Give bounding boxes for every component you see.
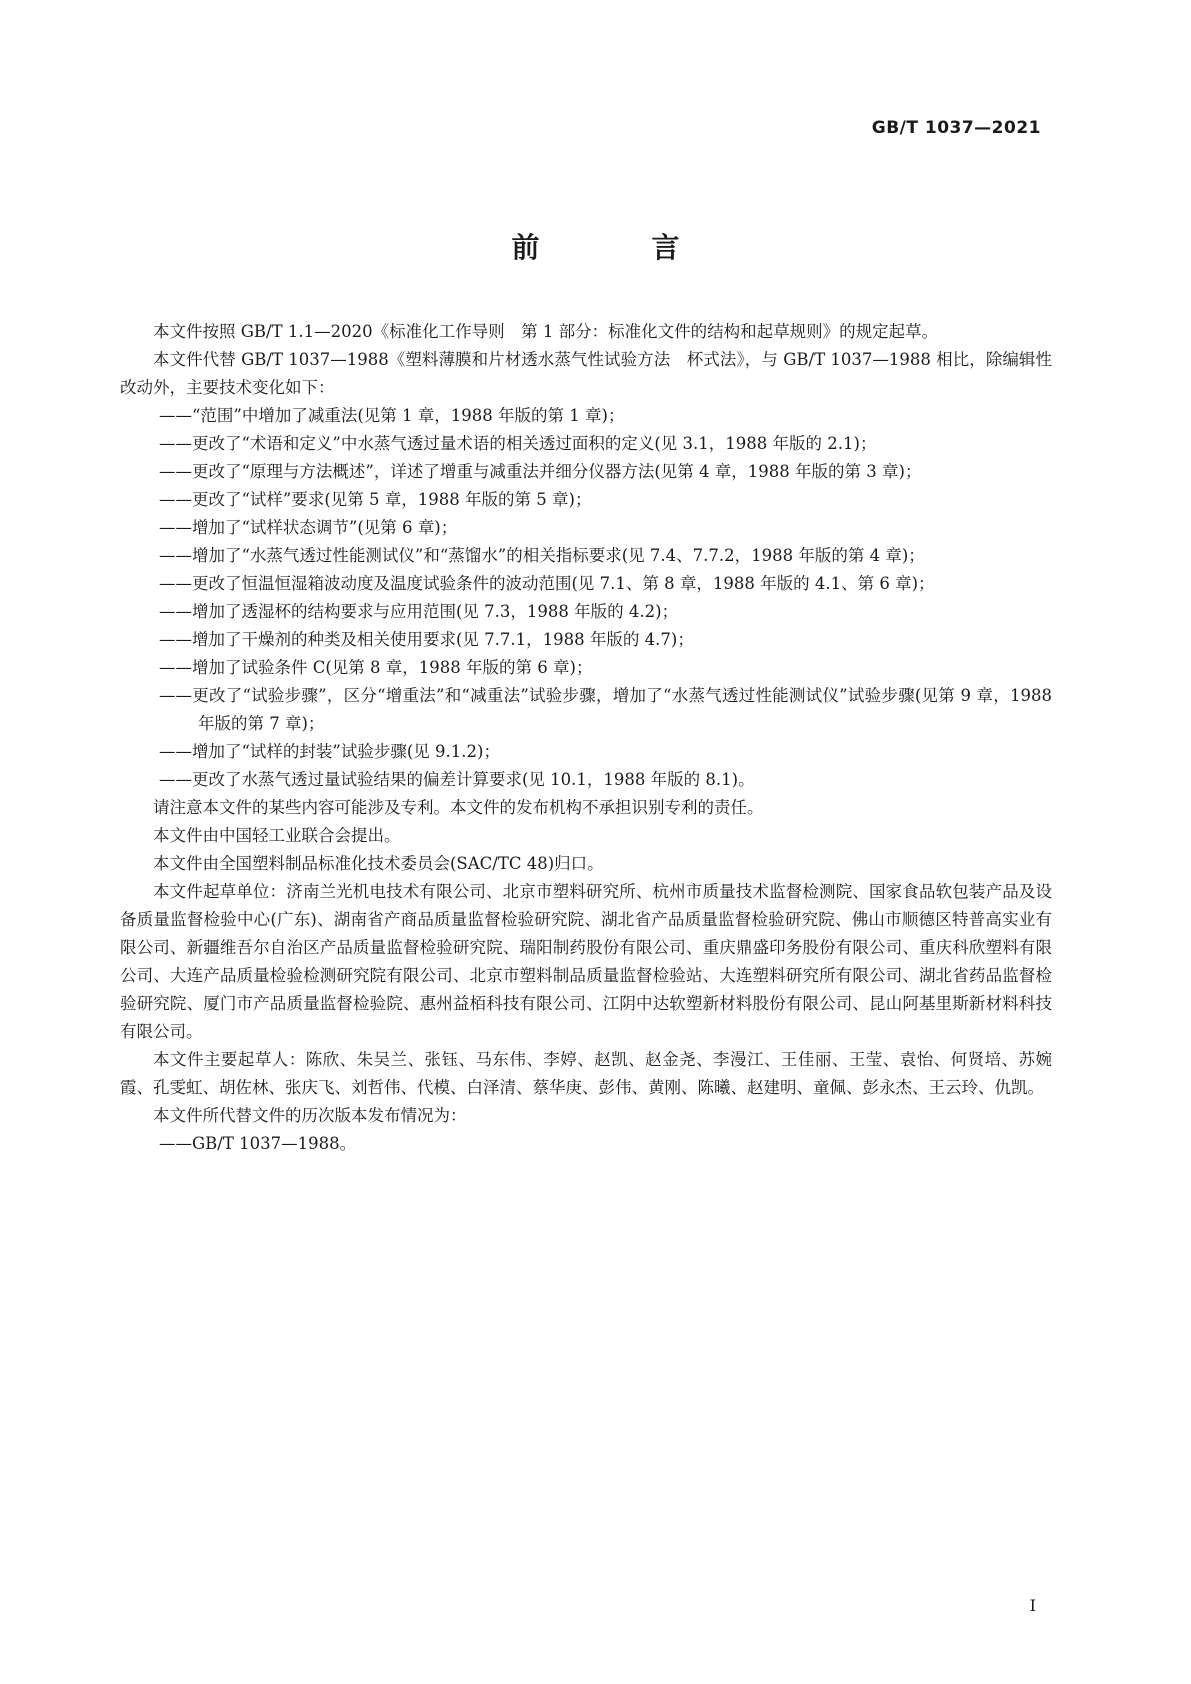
list-item: ——更改了“试样”要求(见第 5 章，1988 年版的第 5 章)； [159,490,592,509]
list-item: ——增加了“水蒸气透过性能测试仪”和“蒸馏水”的相关指标要求(见 7.4、7.7.2，1988 年版的第 4 章)； [159,546,925,565]
paragraph-centralized: 本文件由全国塑料制品标准化技术委员会(SAC/TC 48)归口。 [153,854,604,873]
list-item: ——“范围”中增加了减重法(见第 1 章，1988 年版的第 1 章)； [159,406,625,425]
paragraph-drafting-units: 本文件起草单位：济南兰光机电技术有限公司、北京市塑料研究所、杭州市质量技术监督检测院、国家食品软包装产品及设备质量监督检验中心(广东)、湖南省产商品质量监督检验研究院、湖北省产品质量监督检验研究院、佛山市顺德区特普高实业有限公司、新疆维吾尔自治区产品质量监督检验研究院、瑞阳制药股份有限公司、重庆鼎盛印务股份有限公司、重庆科欣塑料有限公司、大连产品质量检验检测研究院有限公司、北京市塑料制品质量监督检验站、大连塑料研究所有限公司、湖北省药品监督检验研究院、厦门市产品质量监督检验院、惠州益栢科技有限公司、江阴中达软塑新材料股份有限公司、昆山阿基里斯新材料科技有限公司。 [120,882,1052,1041]
standard-code: GB/T 1037—2021 [871,118,1041,138]
list-item: ——更改了“原理与方法概述”，详述了增重与减重法并细分仪器方法(见第 4 章，1988 年版的第 3 章)； [159,462,922,481]
list-item: ——更改了“试验步骤”，区分“增重法”和“减重法”试验步骤，增加了“水蒸气透过性能测试仪”试验步骤(见第 9 章，1988 年版的第 7 章)； [159,686,1052,733]
page-number: I [1029,1596,1036,1615]
paragraph-proposer: 本文件由中国轻工业联合会提出。 [153,826,401,845]
list-item: ——增加了试验条件 C(见第 8 章，1988 年版的第 6 章)； [159,658,593,677]
list-item: ——更改了水蒸气透过量试验结果的偏差计算要求(见 10.1，1988 年版的 8.1)。 [159,770,755,789]
list-item: ——增加了“试样的封装”试验步骤(见 9.1.2)； [159,742,500,761]
paragraph-patent-notice: 请注意本文件的某些内容可能涉及专利。本文件的发布机构不承担识别专利的责任。 [153,798,764,817]
list-item: ——更改了恒温恒湿箱波动度及温度试验条件的波动范围(见 7.1、第 8 章，1988 年版的 4.1、第 6 章)； [159,574,935,593]
list-item: ——增加了“试样状态调节”(见第 6 章)； [159,518,458,537]
list-item: ——增加了透湿杯的结构要求与应用范围(见 7.3，1988 年版的 4.2)； [159,602,679,621]
paragraph-history-intro: 本文件所代替文件的历次版本发布情况为： [153,1106,467,1125]
paragraph-drafting-rules: 本文件按照 GB/T 1.1—2020《标准化工作导则 第 1 部分：标准化文件的结构和起草规则》的规定起草。 [153,322,939,341]
changes-list [120,402,1052,794]
page-title: 前 言 [511,231,722,264]
list-item: ——更改了“术语和定义”中水蒸气透过量术语的相关透过面积的定义(见 3.1，1988 年版的 2.1)； [159,434,877,453]
foreword-body [120,318,1052,1158]
paragraph-replacement: 本文件代替 GB/T 1037—1988《塑料薄膜和片材透水蒸气性试验方法 杯式法》，与 GB/T 1037—1988 相比，除编辑性改动外，主要技术变化如下： [120,350,1052,397]
list-item: ——增加了干燥剂的种类及相关使用要求(见 7.7.1，1988 年版的 4.7)； [159,630,694,649]
history-list [120,1130,1052,1158]
paragraph-drafters: 本文件主要起草人：陈欣、朱吴兰、张钰、马东伟、李婷、赵凯、赵金尧、李漫江、王佳丽、王莹、袁怡、何贤培、苏婉霞、孔雯虹、胡佐林、张庆飞、刘哲伟、代模、白泽清、蔡华庚、彭伟、黄刚、陈曦、赵建明、童佩、彭永杰、王云玲、仇凯。 [120,1050,1052,1097]
list-item: ——GB/T 1037—1988。 [159,1134,357,1153]
